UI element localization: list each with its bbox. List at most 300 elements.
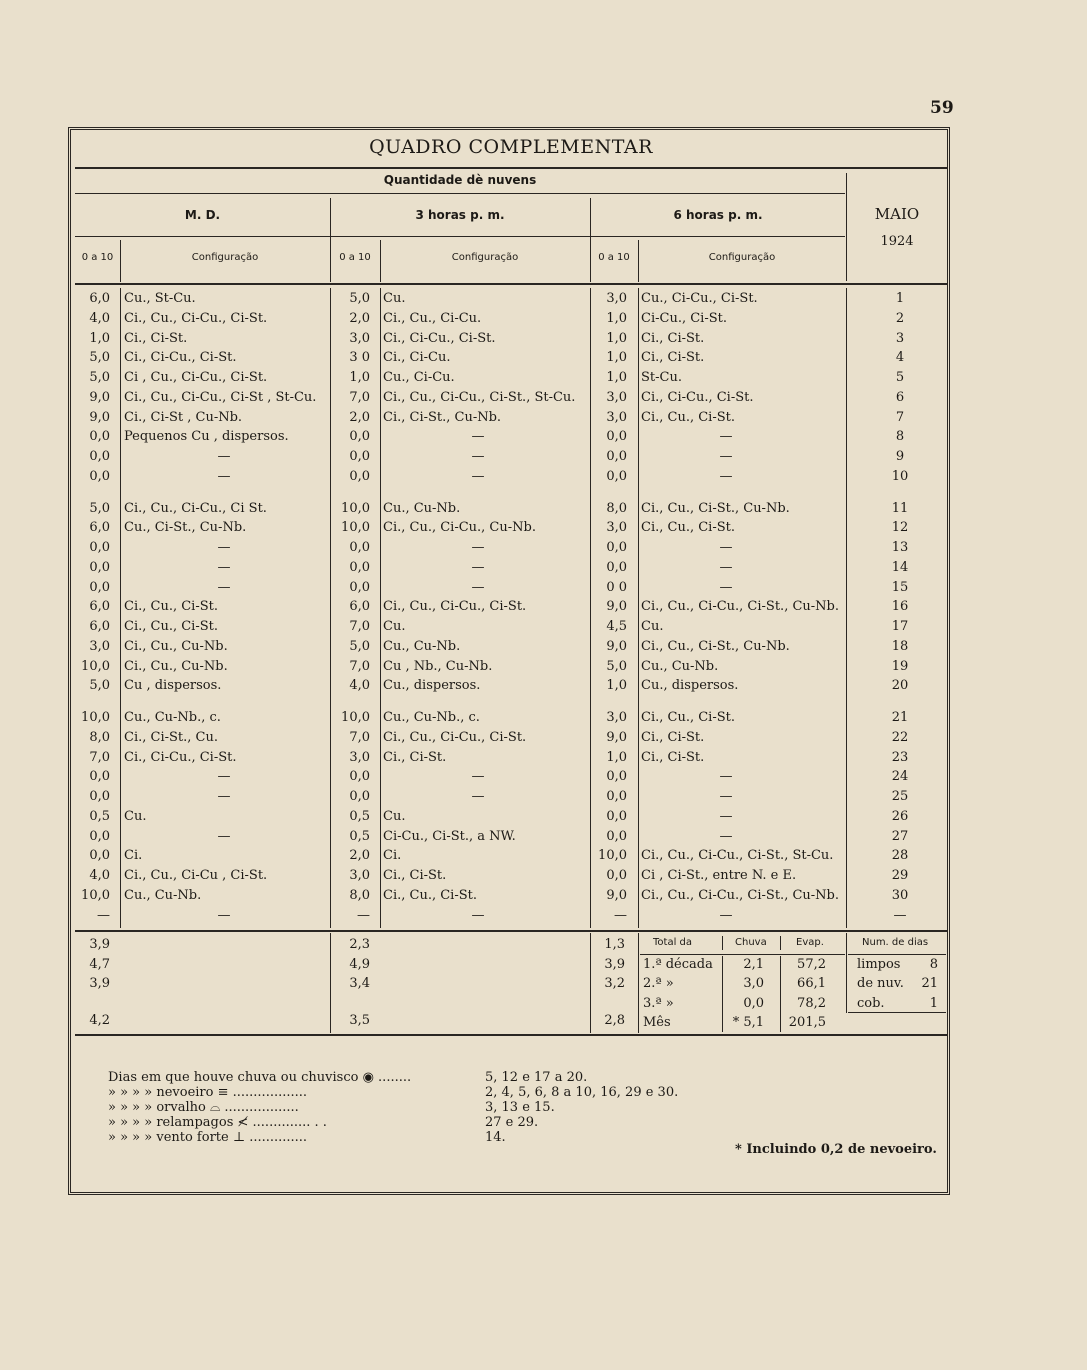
group-6h: 6 horas p. m.	[673, 208, 763, 222]
h3-config: Ci., Ci-Cu.	[383, 350, 451, 366]
average-h3: 3,4	[349, 976, 370, 991]
total-label: Mês	[643, 1015, 671, 1030]
md-config: Cu., St-Cu.	[124, 291, 196, 306]
md-value: 10,0	[81, 710, 110, 725]
md-config: Ci., Cu., Ci-Cu , Ci-St.	[124, 868, 268, 883]
average-md: 3,9	[89, 937, 110, 952]
total-chuva: 0,0	[743, 996, 764, 1011]
h3-value: 2,0	[349, 848, 370, 864]
h6-value: 0,0	[606, 808, 627, 824]
md-config: Ci., Cu., Cu-Nb.	[124, 638, 228, 654]
h6-value: 0,0	[606, 789, 627, 804]
day-number: 25	[891, 789, 909, 804]
col-md-scale: 0 a 10	[81, 252, 114, 263]
h6-value: 0,0	[606, 559, 627, 575]
h6-value: 8,0	[606, 500, 627, 516]
md-config: —	[217, 907, 231, 923]
average-h3: 4,9	[349, 957, 370, 972]
table-row	[75, 866, 947, 886]
md-value: 0,0	[89, 468, 110, 484]
h6-value: 0,0	[606, 449, 627, 464]
h3-config: Ci., Ci-St., Cu-Nb.	[383, 409, 502, 425]
md-value: 9,0	[89, 409, 110, 425]
h3-config: Cu., dispersos.	[383, 678, 481, 694]
md-value: 6,0	[89, 599, 110, 615]
md-config: Ci., Cu., Ci-Cu., Ci-St , St-Cu.	[124, 389, 317, 405]
num-dias-label: limpos	[857, 957, 901, 972]
note-label: » » » » vento forte ⊥ ..............	[108, 1130, 308, 1145]
h6-config: —	[719, 769, 733, 785]
md-value: 5,0	[89, 370, 110, 385]
md-value: 7,0	[89, 749, 110, 765]
h3-config: —	[471, 468, 485, 484]
table-row	[75, 499, 947, 519]
h6-value: 0,0	[606, 769, 627, 785]
md-value: 0,0	[89, 848, 110, 864]
h3-value: 5,0	[349, 638, 370, 654]
md-value: 0,0	[89, 579, 110, 595]
h3-value: 0,0	[349, 449, 370, 464]
md-value: 0,0	[89, 828, 110, 844]
table-row	[75, 807, 947, 827]
table-row	[75, 767, 947, 787]
h6-value: 9,0	[606, 638, 627, 654]
note-label: » » » » orvalho ⌓ ..................	[108, 1100, 299, 1115]
table-row	[75, 787, 947, 807]
average-md: 3,9	[89, 976, 110, 991]
month-label: MAIO	[874, 205, 920, 223]
h3-value: 0,0	[349, 579, 370, 595]
md-config: Cu., Cu-Nb., c.	[124, 710, 221, 725]
table-row	[75, 518, 947, 538]
day-number: 27	[891, 828, 909, 844]
table-row	[75, 578, 947, 598]
note-value: 5, 12 e 17 a 20.	[485, 1070, 588, 1085]
note-value: 27 e 29.	[485, 1115, 539, 1130]
h6-value: 1,0	[606, 370, 627, 385]
table-row	[75, 447, 947, 467]
md-value: 5,0	[89, 500, 110, 516]
h3-config: —	[471, 789, 485, 804]
md-config: —	[217, 540, 231, 555]
md-config: —	[217, 789, 231, 804]
day-number: 18	[891, 638, 909, 654]
col-6h-scale: 0 a 10	[598, 252, 630, 263]
day-number: 10	[891, 468, 909, 484]
h3-value: 6,0	[349, 599, 370, 615]
md-config: —	[217, 468, 231, 484]
h6-config: Ci., Cu., Ci-St.	[641, 409, 735, 425]
h6-config: Cu., Ci-Cu., Ci-St.	[641, 291, 758, 306]
table-row	[75, 637, 947, 657]
h3-config: Cu.	[383, 808, 406, 824]
table-row	[75, 708, 947, 728]
average-md: 4,7	[89, 957, 110, 972]
h6-value: 3,0	[606, 409, 627, 425]
h3-value: 0,0	[349, 429, 370, 445]
day-number: 5	[895, 370, 905, 385]
h6-value: 9,0	[606, 599, 627, 615]
h6-config: —	[719, 907, 733, 923]
h6-config: Ci., Cu., Ci-Cu., Ci-St., Cu-Nb.	[641, 887, 839, 903]
h3-config: Cu , Nb., Cu-Nb.	[383, 658, 493, 674]
md-value: 10,0	[81, 658, 110, 674]
table-row	[75, 348, 947, 368]
h3-config: Ci., Cu., Ci-Cu., Ci-St.	[383, 599, 527, 615]
h6-value: 0,0	[606, 828, 627, 844]
page-number: 59	[930, 98, 954, 118]
table-row	[75, 538, 947, 558]
table-row	[75, 388, 947, 408]
h3-config: Ci., Ci-St.	[383, 749, 447, 765]
average-h6: 3,9	[604, 957, 625, 972]
average-h3: 3,5	[349, 1013, 370, 1028]
total-label: 1.ª década	[643, 957, 713, 972]
chuva-label: Chuva	[735, 937, 767, 948]
md-config: Ci., Ci-St , Cu-Nb.	[124, 409, 243, 425]
md-config: Pequenos Cu , dispersos.	[124, 429, 289, 445]
md-value: 5,0	[89, 678, 110, 694]
table-row	[75, 676, 947, 696]
h3-value: —	[357, 907, 370, 923]
h6-value: 10,0	[598, 848, 627, 864]
h6-config: —	[719, 468, 733, 484]
h6-value: 3,0	[606, 389, 627, 405]
h6-config: Ci., Cu., Ci-St.	[641, 520, 735, 536]
h6-value: 5,0	[606, 658, 627, 674]
md-config: Ci., Cu., Ci-Cu., Ci St.	[124, 500, 267, 516]
day-number: —	[893, 907, 907, 923]
h6-value: 0,0	[606, 868, 627, 883]
day-number: 8	[895, 429, 905, 445]
h6-config: —	[719, 828, 733, 844]
h3-value: 7,0	[349, 658, 370, 674]
h6-config: —	[719, 449, 733, 464]
h6-config: Ci., Ci-St.	[641, 350, 705, 366]
day-number: 23	[891, 749, 909, 765]
table-row	[75, 427, 947, 447]
h6-value: 9,0	[606, 887, 627, 903]
table-row	[75, 289, 947, 309]
h3-value: 0,5	[349, 828, 370, 844]
col-3h-scale: 0 a 10	[339, 252, 371, 263]
total-chuva: 2,1	[743, 957, 764, 972]
table-row	[75, 408, 947, 428]
table-row	[75, 906, 947, 926]
md-config: Ci., Cu., Cu-Nb.	[124, 658, 228, 674]
h6-config: —	[719, 808, 733, 824]
md-config: —	[217, 579, 231, 595]
h3-value: 0,0	[349, 468, 370, 484]
h3-config: Ci., Ci-St.	[383, 868, 447, 883]
h6-config: Ci., Ci-St.	[641, 729, 705, 745]
h6-config: —	[719, 789, 733, 804]
h6-value: 1,0	[606, 678, 627, 694]
md-value: 0,0	[89, 429, 110, 445]
md-value: 8,0	[89, 729, 110, 745]
day-number: 20	[891, 678, 909, 694]
h3-config: Ci., Cu., Ci-St.	[383, 887, 477, 903]
md-config: Ci., Ci-St.	[124, 330, 188, 346]
footnote: * Incluindo 0,2 de nevoeiro.	[735, 1142, 937, 1157]
md-value: 1,0	[89, 330, 110, 346]
h3-value: 0,0	[349, 769, 370, 785]
h3-value: 0,0	[349, 559, 370, 575]
md-value: 6,0	[89, 520, 110, 536]
md-config: Ci., Ci-St., Cu.	[124, 729, 218, 745]
total-chuva: * 5,1	[732, 1015, 764, 1030]
h3-value: 2,0	[349, 409, 370, 425]
h6-value: 3,0	[606, 291, 627, 306]
h3-value: 3,0	[349, 868, 370, 883]
h6-value: 3,0	[606, 710, 627, 725]
day-number: 14	[891, 559, 909, 575]
group-md: M. D.	[184, 208, 221, 222]
md-config: Cu.	[124, 808, 147, 824]
h3-value: 10,0	[341, 710, 370, 725]
h6-config: St-Cu.	[641, 370, 682, 385]
h6-config: Cu., Cu-Nb.	[641, 658, 719, 674]
h3-config: Ci., Ci-Cu., Ci-St.	[383, 330, 496, 346]
h6-config: —	[719, 579, 733, 595]
note-label: » » » » nevoeiro ≡ ..................	[108, 1085, 308, 1100]
h3-config: —	[471, 907, 485, 923]
h6-config: —	[719, 540, 733, 555]
h3-value: 0,0	[349, 789, 370, 804]
md-config: Ci., Cu., Ci-Cu., Ci-St.	[124, 310, 268, 326]
day-number: 26	[891, 808, 909, 824]
h6-config: Ci., Cu., Ci-St.	[641, 710, 735, 725]
col-6h-config: Configuração	[708, 252, 776, 263]
h3-value: 5,0	[349, 291, 370, 306]
md-config: —	[217, 449, 231, 464]
h6-config: Ci., Ci-Cu., Ci-St.	[641, 389, 754, 405]
h3-value: 0,5	[349, 808, 370, 824]
h3-value: 10,0	[341, 520, 370, 536]
total-evap: 66,1	[797, 976, 826, 991]
h6-value: 4,5	[606, 619, 627, 634]
note-label: Dias em que houve chuva ou chuvisco ◉ ........	[108, 1070, 412, 1085]
table-row	[75, 558, 947, 578]
h3-config: Ci., Cu., Ci-Cu.	[383, 310, 482, 326]
md-config: Cu., Cu-Nb.	[124, 887, 202, 903]
average-md: 4,2	[89, 1013, 110, 1028]
h3-value: 1,0	[349, 370, 370, 385]
h3-config: Ci-Cu., Ci-St., a NW.	[383, 828, 516, 844]
day-number: 16	[891, 599, 909, 615]
md-value: 0,0	[89, 769, 110, 785]
h3-value: 2,0	[349, 310, 370, 326]
h6-config: —	[719, 429, 733, 445]
h6-config: Ci , Ci-St., entre N. e E.	[641, 868, 797, 883]
h3-value: 4,0	[349, 678, 370, 694]
section-header: Quantidade dè nuvens	[383, 173, 537, 187]
day-number: 1	[895, 291, 905, 306]
md-value: 0,0	[89, 789, 110, 804]
table-row	[75, 827, 947, 847]
day-number: 15	[891, 579, 909, 595]
md-value: 0,0	[89, 559, 110, 575]
day-number: 24	[891, 769, 909, 785]
total-label: 3.ª »	[643, 996, 674, 1011]
col-3h-config: Configuração	[451, 252, 519, 263]
h6-value: 1,0	[606, 350, 627, 366]
h3-value: 7,0	[349, 729, 370, 745]
md-value: 6,0	[89, 291, 110, 306]
h6-value: 3,0	[606, 520, 627, 536]
md-config: Ci.	[124, 848, 143, 864]
table-row	[75, 617, 947, 637]
h6-value: 0,0	[606, 468, 627, 484]
num-dias-label: de nuv.	[857, 976, 904, 991]
h3-value: 3,0	[349, 330, 370, 346]
day-number: 3	[895, 330, 905, 346]
note-value: 14.	[485, 1130, 506, 1145]
table-row	[75, 886, 947, 906]
table-row	[75, 748, 947, 768]
h6-value: 0,0	[606, 429, 627, 445]
day-number: 19	[891, 658, 909, 674]
total-label: 2.ª »	[643, 976, 674, 991]
h6-config: Ci-Cu., Ci-St.	[641, 310, 727, 326]
page-title: QUADRO COMPLEMENTAR	[75, 133, 947, 169]
h3-config: Ci., Cu., Ci-Cu., Cu-Nb.	[383, 520, 536, 536]
num-dias-label: cob.	[857, 996, 885, 1011]
day-number: 7	[895, 409, 905, 425]
md-config: —	[217, 559, 231, 575]
num-dias-value: 8	[929, 957, 938, 972]
day-number: 6	[895, 389, 905, 405]
average-h6: 2,8	[604, 1013, 625, 1028]
h3-config: Cu., Ci-Cu.	[383, 370, 455, 385]
h3-config: Cu., Cu-Nb., c.	[383, 710, 480, 725]
h3-config: —	[471, 449, 485, 464]
day-number: 12	[891, 520, 909, 536]
num-dias-label: Num. de dias	[862, 937, 929, 948]
day-number: 22	[891, 729, 909, 745]
year-label: 1924	[880, 234, 914, 249]
day-number: 30	[891, 887, 909, 903]
day-number: 21	[891, 710, 909, 725]
h6-config: Cu., dispersos.	[641, 678, 739, 694]
day-number: 17	[891, 619, 909, 634]
h6-config: Ci., Cu., Ci-St., Cu-Nb.	[641, 638, 790, 654]
day-number: 4	[895, 350, 905, 366]
md-value: 0,0	[89, 449, 110, 464]
table-row	[75, 657, 947, 677]
h3-config: —	[471, 429, 485, 445]
h3-value: 10,0	[341, 500, 370, 516]
col-md-config: Configuração	[191, 252, 259, 263]
h3-value: 3 0	[349, 350, 370, 366]
h3-value: 7,0	[349, 389, 370, 405]
md-value: 4,0	[89, 310, 110, 326]
total-evap: 201,5	[788, 1015, 826, 1030]
h3-config: —	[471, 559, 485, 575]
note-value: 2, 4, 5, 6, 8 a 10, 16, 29 e 30.	[485, 1085, 679, 1100]
total-chuva: 3,0	[743, 976, 764, 991]
md-config: Cu , dispersos.	[124, 678, 222, 694]
note-value: 3, 13 e 15.	[485, 1100, 555, 1115]
average-h6: 1,3	[604, 937, 625, 952]
h3-config: Cu., Cu-Nb.	[383, 638, 461, 654]
average-h6: 3,2	[604, 976, 625, 991]
h6-config: Cu.	[641, 619, 664, 634]
total-evap: 78,2	[797, 996, 826, 1011]
table-row	[75, 309, 947, 329]
day-number: 2	[895, 310, 905, 326]
h6-value: 0,0	[606, 540, 627, 555]
table-row	[75, 329, 947, 349]
md-config: Ci., Cu., Ci-St.	[124, 619, 218, 634]
h3-config: Ci., Cu., Ci-Cu., Ci-St.	[383, 729, 527, 745]
num-dias-value: 21	[921, 976, 938, 991]
num-dias-value: 1	[929, 996, 938, 1011]
md-config: —	[217, 828, 231, 844]
day-number: 28	[891, 848, 909, 864]
md-value: 6,0	[89, 619, 110, 634]
table-row	[75, 846, 947, 866]
h6-config: Ci., Ci-St.	[641, 330, 705, 346]
h3-config: Ci., Cu., Ci-Cu., Ci-St., St-Cu.	[383, 389, 576, 405]
h6-value: 1,0	[606, 330, 627, 346]
day-number: 9	[895, 449, 905, 464]
md-config: Cu., Ci-St., Cu-Nb.	[124, 520, 247, 536]
md-value: 0,0	[89, 540, 110, 555]
h3-config: —	[471, 579, 485, 595]
average-h3: 2,3	[349, 937, 370, 952]
h6-config: Ci., Cu., Ci-St., Cu-Nb.	[641, 500, 790, 516]
md-value: 3,0	[89, 638, 110, 654]
h3-value: 7,0	[349, 619, 370, 634]
day-number: 13	[891, 540, 909, 555]
h3-config: —	[471, 540, 485, 555]
table-row	[75, 467, 947, 487]
h6-config: Ci., Cu., Ci-Cu., Ci-St., St-Cu.	[641, 848, 834, 864]
h6-config: —	[719, 559, 733, 575]
h6-config: Ci., Cu., Ci-Cu., Ci-St., Cu-Nb.	[641, 599, 839, 615]
h6-value: 9,0	[606, 729, 627, 745]
md-config: —	[217, 769, 231, 785]
day-number: 29	[891, 868, 909, 883]
total-evap: 57,2	[797, 957, 826, 972]
md-config: Ci., Ci-Cu., Ci-St.	[124, 350, 237, 366]
h3-config: Cu.	[383, 619, 406, 634]
h3-config: Cu.	[383, 291, 406, 306]
md-value: 9,0	[89, 389, 110, 405]
h3-config: Cu., Cu-Nb.	[383, 500, 461, 516]
day-number: 11	[891, 500, 909, 516]
table-row	[75, 728, 947, 748]
h3-value: 3,0	[349, 749, 370, 765]
table-row	[75, 597, 947, 617]
h3-config: Ci.	[383, 848, 402, 864]
h6-value: —	[614, 907, 627, 923]
md-value: 4,0	[89, 868, 110, 883]
h3-config: —	[471, 769, 485, 785]
evap-label: Evap.	[796, 937, 824, 948]
md-config: Ci , Cu., Ci-Cu., Ci-St.	[124, 370, 268, 385]
h3-value: 8,0	[349, 887, 370, 903]
md-value: 5,0	[89, 350, 110, 366]
note-label: » » » » relampagos ≮ .............. . .	[108, 1115, 327, 1130]
group-3h: 3 horas p. m.	[415, 208, 505, 222]
totals-label: Total da	[653, 937, 693, 948]
md-value: —	[97, 907, 110, 923]
md-config: Ci., Ci-Cu., Ci-St.	[124, 749, 237, 765]
h6-value: 1,0	[606, 749, 627, 765]
h3-value: 0,0	[349, 540, 370, 555]
